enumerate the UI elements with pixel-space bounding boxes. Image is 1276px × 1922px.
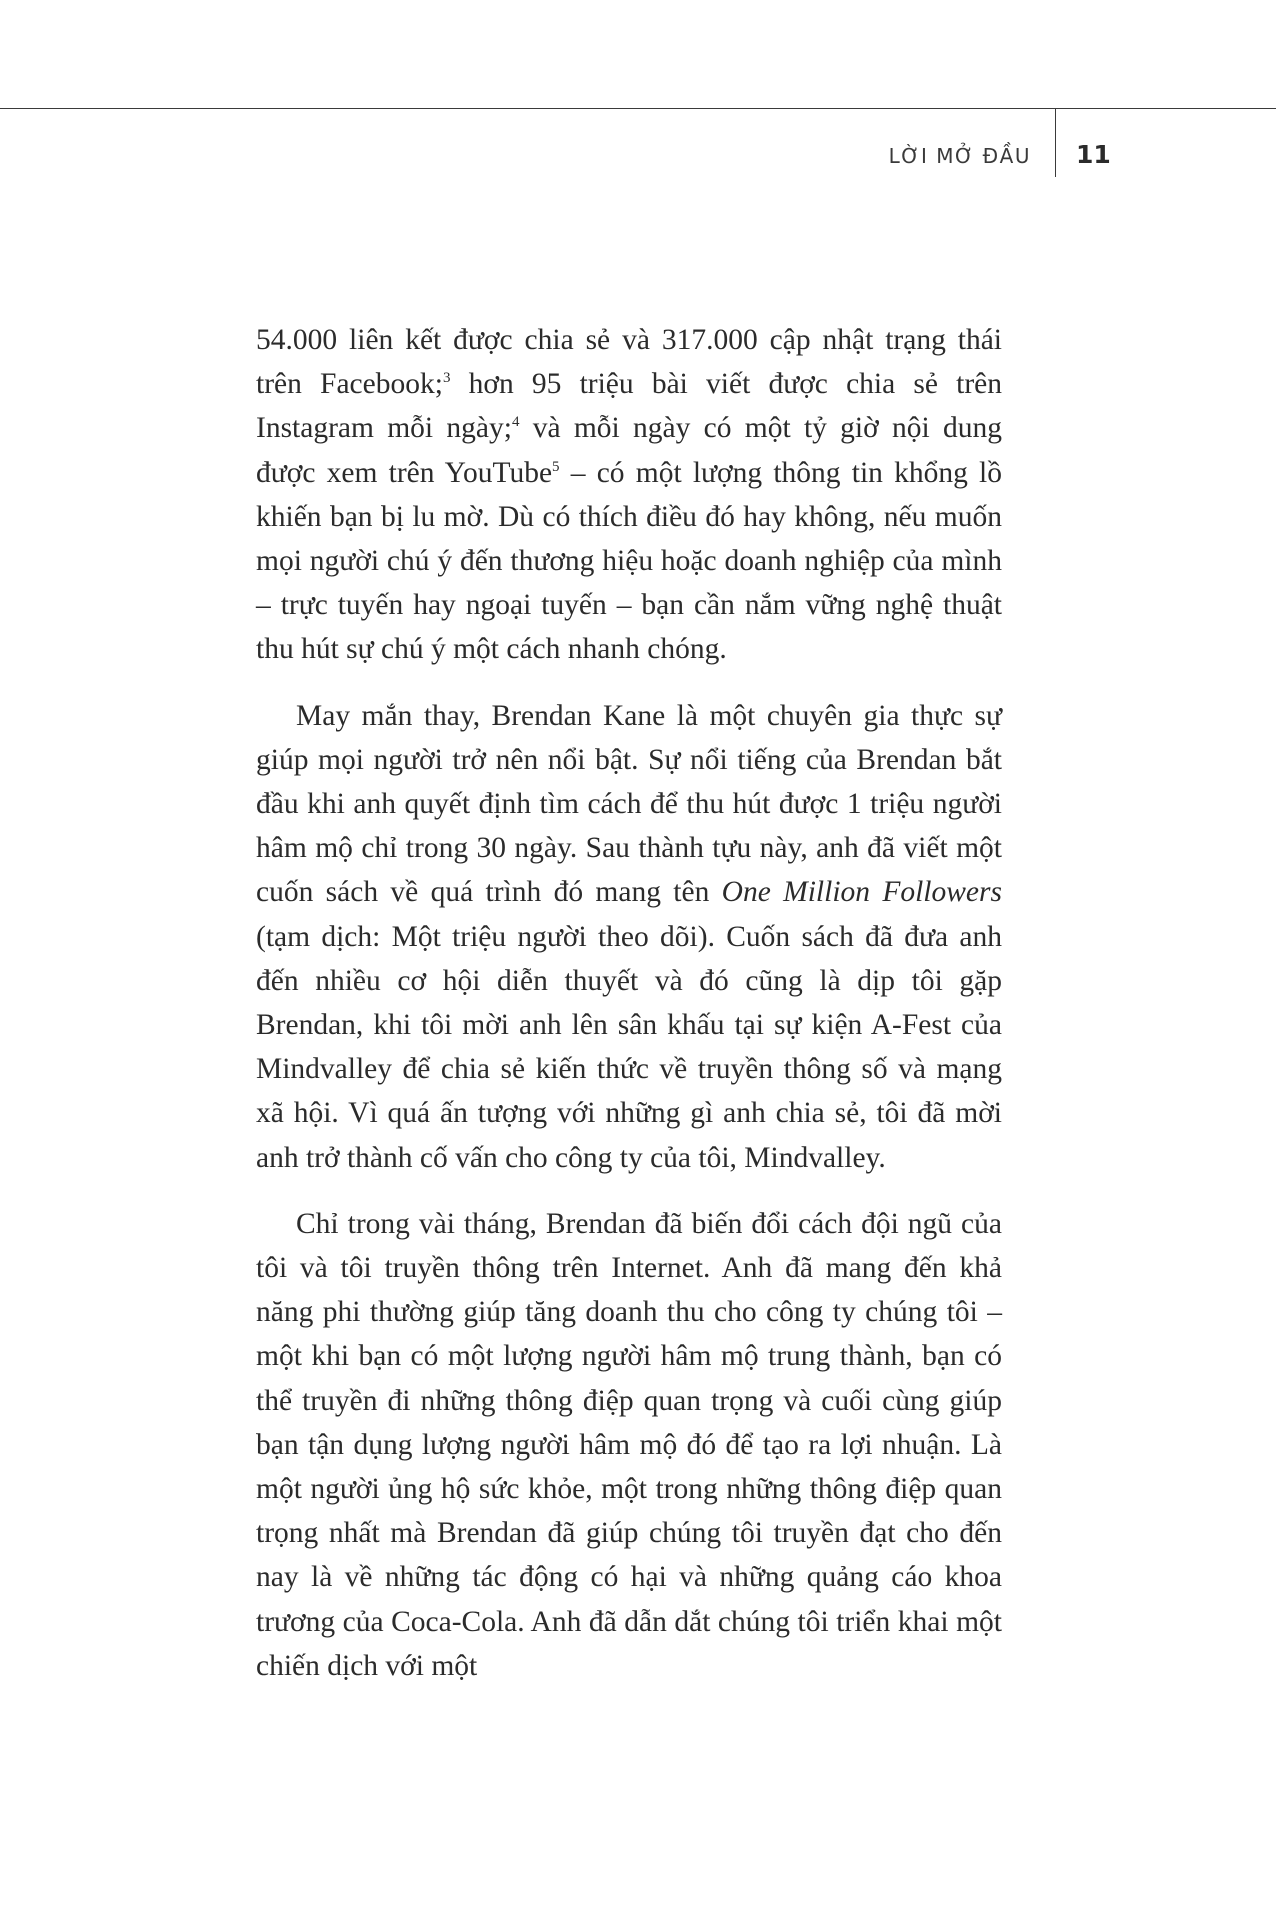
footnote-ref-5: 5 (552, 458, 560, 475)
header-rule (0, 108, 1276, 109)
paragraph-2 (256, 694, 1002, 1180)
paragraph-1-part-b: hơn 95 triệu bài viết được chia sẻ trên Instagram mỗi ngày; (256, 368, 1003, 445)
paragraph-1-part-a: 54.000 liên kết được chia sẻ và 317.000 cập nhật trạng thái trên Facebook; (256, 324, 1002, 401)
paragraph-3: Chỉ trong vài tháng, Brendan đã biến đổi cách đội ngũ của tôi và tôi truyền thông trên Internet. Anh đã mang đến khả năng phi thường giúp tăng doanh thu cho công ty chúng tôi – một khi bạn có một lượng người hâm mộ trung thành, bạn có thể truyền đi những thông điệp quan trọng và cuối cùng giúp bạn tận dụng lượng người hâm mộ đó để tạo ra lợi nhuận. Là một người ủng hộ sức khỏe, một trong những thông điệp quan trọng nhất mà Brendan đã giúp chúng tôi truyền đạt cho đến nay là về những tác động có hại và những quảng cáo khoa trương của Coca-Cola. Anh đã dẫn dắt chúng tôi triển khai một chiến dịch với một (256, 1207, 1002, 1682)
page-number: 11 (1076, 140, 1111, 169)
paragraph-1-part-c: và mỗi ngày có một tỷ giờ nội dung được xem trên YouTube (256, 412, 1002, 489)
header-divider (1055, 109, 1056, 177)
paragraph-2-part-b: (tạm dịch: Một triệu người theo dõi). Cuốn sách đã đưa anh đến nhiều cơ hội diễn thuyết và đó cũng là dịp tôi gặp Brendan, khi tôi mời anh lên sân khấu tại sự kiện A-Fest của Mindvalley để chia sẻ kiến thức về truyền thông số và mạng xã hội. Vì quá ấn tượng với những gì anh chia sẻ, tôi đã mời anh trở thành cố vấn cho công ty của tôi, Mindvalley. (256, 920, 1002, 1174)
book-title: One Million Followers (721, 876, 1002, 909)
paragraph-1 (256, 318, 1002, 672)
footnote-ref-3: 3 (442, 370, 451, 387)
body-text (256, 318, 1002, 1710)
footnote-ref-4: 4 (511, 414, 520, 431)
paragraph-1-part-d: – có một lượng thông tin khổng lồ khiến bạn bị lu mờ. Dù có thích điều đó hay không, nếu muốn mọi người chú ý đến thương hiệu hoặc doanh nghiệp của mình – trực tuyến hay ngoại tuyến – bạn cần nắm vững nghệ thuật thu hút sự chú ý một cách nhanh chóng. (256, 456, 1002, 666)
paragraph-2-part-a: May mắn thay, Brendan Kane là một chuyên gia thực sự giúp mọi người trở nên nổi bật. Sự nổi tiếng của Brendan bắt đầu khi anh quyết định tìm cách để thu hút được 1 triệu người hâm mộ chỉ trong 30 ngày. Sau thành tựu này, anh đã viết một cuốn sách về quá trình đó mang tên (256, 699, 1002, 909)
running-head: LỜI MỞ ĐẦU (888, 144, 1031, 168)
